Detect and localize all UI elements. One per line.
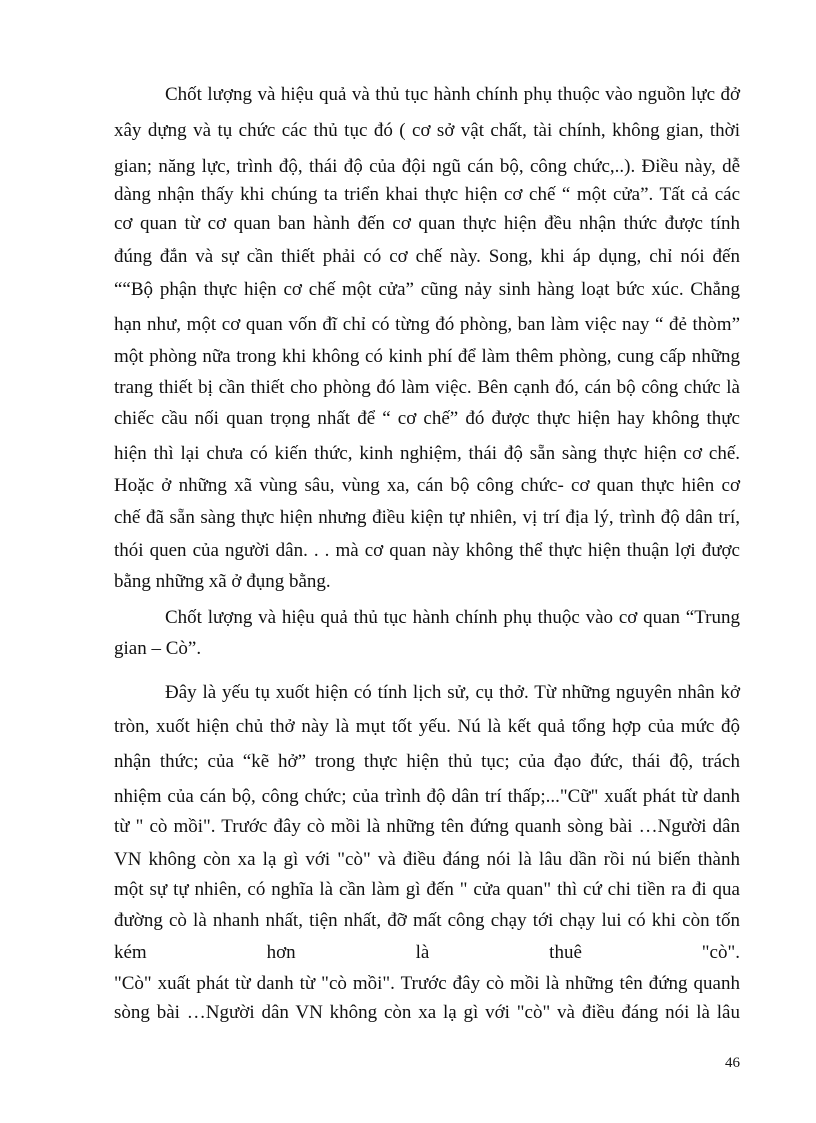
text-line: một sự tự nhiên, có nghĩa là cần làm gì đến " cửa quan" thì cứ chi tiền ra đi qua xyxy=(114,879,740,900)
text-line: xây dựng và tụ chức các thủ tục đó ( cơ sở vật chất, tài chính, không gian, thời xyxy=(114,120,740,141)
text-line: hiện thì lại chưa có kiến thức, kinh nghiệm, thái độ sẵn sàng thực hiện cơ chế. xyxy=(114,443,740,464)
text-line: bằng những xã ở đụng bằng. xyxy=(114,571,331,592)
page-number: 46 xyxy=(725,1055,740,1071)
text-line: "Cò" xuất phát từ danh từ "cò mồi". Trước đây cò mồi là những tên đứng quanh xyxy=(114,973,740,994)
text-line: chế đã sẵn sàng thực hiện nhưng điều kiện tự nhiên, vị trí địa lý, trình độ dân trí, xyxy=(114,507,740,528)
text-line: VN không còn xa lạ gì với "cò" và điều đáng nói là lâu dần rồi nú biến thành xyxy=(114,849,740,870)
text-line: một phòng nữa trong khi không có kinh phí để làm thêm phòng, cung cấp những xyxy=(114,346,740,367)
text-line: Chốt lượng và hiệu quả thủ tục hành chính phụ thuộc vào cơ quan “Trung xyxy=(165,607,740,628)
text-line: nhận thức; của “kẽ hở” trong thực hiện thủ tục; của đạo đức, thái độ, trách xyxy=(114,751,740,772)
text-line: gian – Cò”. xyxy=(114,638,202,659)
text-line: Chốt lượng và hiệu quả và thủ tục hành chính phụ thuộc vào nguồn lực đở xyxy=(165,84,740,105)
text-line: sòng bài …Người dân VN không còn xa lạ gì với "cò" và điều đáng nói là lâu xyxy=(114,1002,740,1023)
text-line: trang thiết bị cần thiết cho phòng đó làm việc. Bên cạnh đó, cán bộ công chức là xyxy=(114,377,740,398)
text-line: Đây là yếu tụ xuốt hiện có tính lịch sử, cụ thở. Từ những nguyên nhân kở xyxy=(165,682,740,703)
text-line: kém hơn là thuê "cò". xyxy=(114,942,740,963)
text-line: đúng đắn và sự cần thiết phải có cơ chế này. Song, khi áp dụng, chỉ nói đến xyxy=(114,246,740,267)
text-line: hạn như, một cơ quan vốn đĩ chỉ có từng đó phòng, ban làm việc nay “ đẻ thòm” xyxy=(114,314,740,335)
text-line: tròn, xuốt hiện chủ thở này là mụt tốt yếu. Nú là kết quả tổng hợp của mức độ xyxy=(114,716,740,737)
text-line: cơ quan từ cơ quan ban hành đến cơ quan thực hiện đều nhận thức được tính xyxy=(114,213,740,234)
text-line: Hoặc ở những xã vùng sâu, vùng xa, cán bộ công chức- cơ quan thực hiên cơ xyxy=(114,475,740,496)
text-line: chiếc cầu nối quan trọng nhất để “ cơ chế” đó được thực hiện hay không thực xyxy=(114,408,740,429)
text-line: thói quen của người dân. . . mà cơ quan này không thể thực hiện thuận lợi được xyxy=(114,540,740,561)
text-line: đường cò là nhanh nhất, tiện nhất, đỡ mất công chạy tới chạy lui có khi còn tốn xyxy=(114,910,740,931)
text-line: từ " cò mồi". Trước đây cò mồi là những tên đứng quanh sòng bài …Người dân xyxy=(114,816,740,837)
text-line: ““Bộ phận thực hiện cơ chế một cửa” cũng nảy sinh hàng loạt bức xúc. Chẳng xyxy=(114,279,740,300)
text-line: nhiệm của cán bộ, công chức; của trình độ dân trí thấp;..."Cữ" xuất phát từ danh xyxy=(114,786,740,807)
text-line: dàng nhận thấy khi chúng ta triển khai thực hiện cơ chế “ một cửa”. Tất cả các xyxy=(114,184,740,205)
text-line: gian; năng lực, trình độ, thái độ của đội ngũ cán bộ, công chức,..). Điều này, dễ xyxy=(114,156,740,177)
